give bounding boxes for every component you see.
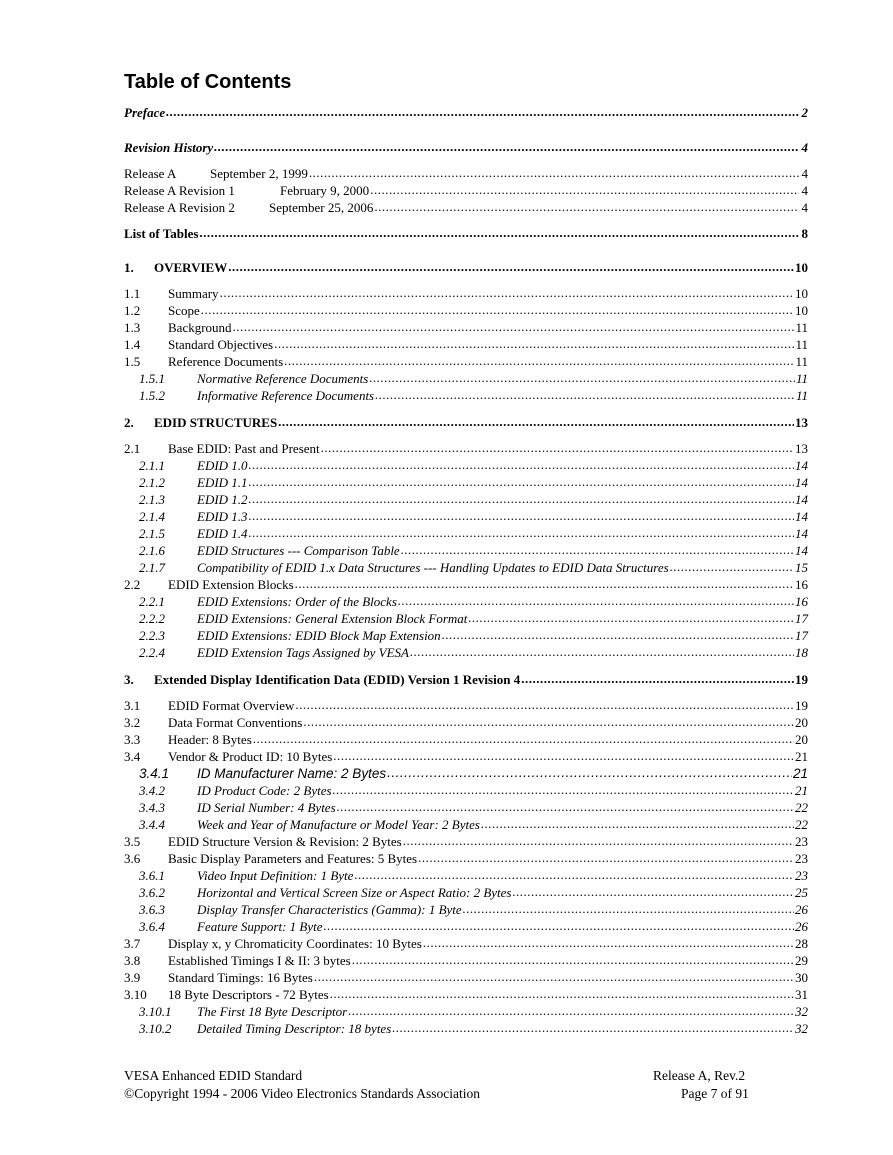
toc-entry-page: 23	[795, 851, 808, 866]
dot-leader	[333, 747, 794, 764]
toc-entry-number: 3.10.2	[139, 1021, 172, 1036]
toc-entry[interactable]	[124, 952, 808, 969]
toc-entry-title: February 9, 2000	[280, 183, 370, 198]
toc-entry-number: Release A Revision 1	[124, 183, 235, 198]
toc-entry-title: Standard Timings: 16 Bytes	[168, 970, 313, 985]
toc-entry[interactable]	[124, 353, 808, 370]
dot-leader	[274, 335, 794, 352]
dot-leader	[314, 968, 794, 985]
toc-entry-number: 2.1.3	[139, 492, 165, 507]
toc-entry-page: 19	[795, 672, 808, 687]
toc-entry-page: 16	[795, 577, 808, 592]
toc-entry[interactable]	[124, 697, 808, 714]
toc-entry[interactable]	[124, 816, 808, 833]
toc-entry-title: Display x, y Chromaticity Coordinates: 10 Bytes	[168, 936, 422, 951]
dot-leader	[309, 164, 799, 181]
toc-entry-page: 21	[795, 783, 808, 798]
dot-leader	[403, 832, 794, 849]
toc-entry-title: List of Tables	[124, 226, 199, 241]
toc-entry[interactable]	[124, 867, 808, 884]
dot-leader	[303, 713, 794, 730]
dot-leader	[324, 917, 794, 934]
toc-entry-page: 16	[795, 594, 808, 609]
dot-leader	[337, 798, 794, 815]
toc-entry-number: 3.6.1	[139, 868, 165, 883]
toc-entry-title: ID Manufacturer Name: 2 Bytes	[197, 766, 387, 781]
dot-leader	[333, 781, 794, 798]
toc-entry-page: 14	[795, 509, 808, 524]
toc-entry-page: 11	[795, 354, 808, 369]
toc-entry-title: Feature Support: 1 Byte	[197, 919, 323, 934]
toc-entry-page: 14	[795, 475, 808, 490]
toc-entry-number: 2.1.2	[139, 475, 165, 490]
toc-entry[interactable]	[124, 644, 808, 661]
dot-leader	[354, 866, 794, 883]
toc-entry-number: 3.4.2	[139, 783, 165, 798]
toc-entry-page: 17	[795, 628, 808, 643]
toc-entry-title: ID Product Code: 2 Bytes	[197, 783, 332, 798]
toc-entry[interactable]	[124, 1003, 808, 1020]
dot-leader	[201, 301, 794, 318]
toc-entry[interactable]	[124, 918, 808, 935]
dot-leader	[284, 352, 794, 369]
toc-entry-title: EDID 1.1	[197, 475, 248, 490]
toc-entry[interactable]	[124, 850, 808, 867]
dot-leader	[295, 575, 794, 592]
toc-entry-page: 21	[792, 766, 808, 781]
toc-entry-number: 3.5	[124, 834, 141, 849]
toc-entry-number: 2.2.2	[139, 611, 165, 626]
toc-entry-page: 10	[795, 260, 808, 275]
toc-entry-number: Release A	[124, 166, 177, 181]
dot-leader	[442, 626, 794, 643]
toc-entry-title: EDID STRUCTURES	[154, 415, 278, 430]
toc-entry-title: EDID Format Overview	[168, 698, 295, 713]
dot-leader	[249, 473, 794, 490]
toc-entry-page: 11	[795, 320, 808, 335]
toc-entry[interactable]	[124, 199, 808, 216]
toc-entry-title: EDID 1.0	[197, 458, 248, 473]
dot-leader	[348, 1002, 794, 1019]
toc-entry[interactable]	[124, 593, 808, 610]
toc-entry-title: September 25, 2006	[269, 200, 374, 215]
toc-entry-page: 31	[795, 987, 808, 1002]
toc-entry-number: 3.6.2	[139, 885, 165, 900]
toc-entry-page: 4	[801, 200, 808, 215]
toc-entry[interactable]	[124, 165, 808, 182]
dot-leader	[370, 181, 799, 198]
toc-entry[interactable]	[124, 542, 808, 559]
toc-entry-page: 29	[795, 953, 808, 968]
toc-entry[interactable]	[124, 387, 808, 404]
dot-leader	[374, 198, 799, 215]
toc-entry-title: EDID Structures --- Comparison Table	[197, 543, 400, 558]
toc-entry-title: EDID Extensions: General Extension Block Format	[197, 611, 468, 626]
dot-leader	[398, 592, 794, 609]
dot-leader	[220, 284, 794, 301]
dot-leader	[369, 369, 795, 386]
toc-entry-number: 1.	[124, 260, 134, 275]
toc-entry-title: EDID Extensions: Order of the Blocks	[197, 594, 397, 609]
toc-entry-number: 3.	[124, 672, 134, 687]
toc-entry-page: 4	[801, 140, 808, 155]
toc-entry-number: 3.9	[124, 970, 141, 985]
toc-entry-page: 4	[801, 183, 808, 198]
toc-entry[interactable]	[124, 610, 808, 627]
toc-entry-number: 3.2	[124, 715, 141, 730]
toc-entry-title: ID Serial Number: 4 Bytes	[197, 800, 336, 815]
toc-entry-page: 23	[795, 868, 808, 883]
toc-entry[interactable]	[124, 370, 808, 387]
toc-entry-title: Horizontal and Vertical Screen Size or Aspect Ratio: 2 Bytes	[197, 885, 512, 900]
toc-entry-page: 22	[795, 817, 808, 832]
toc-entry-page: 26	[795, 902, 808, 917]
toc-entry-title: September 2, 1999	[210, 166, 308, 181]
toc-entry-number: 2.1.7	[139, 560, 165, 575]
dot-leader	[401, 541, 794, 558]
footer-page-number: Page 7 of 91	[681, 1086, 749, 1101]
toc-entry-page: 10	[795, 303, 808, 318]
toc-entry-title: Header: 8 Bytes	[168, 732, 252, 747]
toc-entry-page: 14	[795, 526, 808, 541]
toc-entry-title: EDID 1.4	[197, 526, 248, 541]
dot-leader	[352, 951, 794, 968]
toc-entry-title: Normative Reference Documents	[197, 371, 369, 386]
toc-entry-page: 4	[801, 166, 808, 181]
toc-entry-page: 20	[795, 715, 808, 730]
toc-entry-page: 25	[795, 885, 808, 900]
dot-leader	[410, 643, 794, 660]
toc-entry-number: 3.6.4	[139, 919, 165, 934]
toc-entry[interactable]	[124, 731, 808, 748]
footer-copyright: ©Copyright 1994 - 2006 Video Electronics Standards Association	[124, 1086, 481, 1101]
toc-entry-number: 3.7	[124, 936, 141, 951]
toc-entry-number: Release A Revision 2	[124, 200, 235, 215]
toc-entry-title: Video Input Definition: 1 Byte	[197, 868, 354, 883]
toc-entry[interactable]	[124, 508, 808, 525]
dot-leader	[249, 507, 794, 524]
toc-entry-number: 2.1	[124, 441, 141, 456]
toc-entry-number: 1.5.2	[139, 388, 165, 403]
toc-entry-title: EDID Extensions: EDID Block Map Extension	[197, 628, 441, 643]
toc-entry[interactable]	[124, 525, 808, 542]
dot-leader	[295, 696, 794, 713]
dot-leader	[418, 849, 794, 866]
toc-entry-number: 3.4.1	[139, 766, 170, 781]
toc-entry-number: 1.5	[124, 354, 141, 369]
toc-entry-page: 15	[795, 560, 808, 575]
toc-entry-page: 30	[795, 970, 808, 985]
toc-entry-number: 3.10	[124, 987, 147, 1002]
toc-entry-title: Detailed Timing Descriptor: 18 bytes	[197, 1021, 392, 1036]
toc-entry-title: Informative Reference Documents	[197, 388, 375, 403]
toc-entry[interactable]	[124, 782, 808, 799]
toc-entry-title: Week and Year of Manufacture or Model Year: 2 Bytes	[197, 817, 480, 832]
toc-entry-page: 21	[795, 749, 808, 764]
toc-entry[interactable]	[124, 627, 808, 644]
dot-leader	[249, 490, 794, 507]
toc-entry-number: 3.6	[124, 851, 141, 866]
toc-entry-title: Data Format Conventions	[168, 715, 303, 730]
toc-entry-title: Reference Documents	[168, 354, 284, 369]
toc-entry-title: EDID Extension Tags Assigned by VESA	[197, 645, 409, 660]
table-of-contents	[124, 0, 808, 1050]
toc-entry-number: 3.8	[124, 953, 141, 968]
dot-leader	[330, 985, 794, 1002]
toc-entry-number: 2.2.3	[139, 628, 165, 643]
footer-release: Release A, Rev.2	[653, 1068, 746, 1083]
toc-entry-number: 2.1.1	[139, 458, 165, 473]
toc-entry-title: Vendor & Product ID: 10 Bytes	[168, 749, 333, 764]
toc-entry-page: 14	[795, 492, 808, 507]
dot-leader	[166, 103, 799, 120]
toc-entry-number: 1.1	[124, 286, 141, 301]
toc-entry-title: Compatibility of EDID 1.x Data Structures --- Handling Updates to EDID Data Structures	[197, 560, 669, 575]
toc-entry[interactable]	[124, 884, 808, 901]
dot-leader	[481, 815, 794, 832]
toc-entry-page: 13	[795, 441, 808, 456]
dot-leader	[233, 318, 795, 335]
toc-entry-page: 32	[795, 1004, 808, 1019]
toc-entry-title: Revision History	[124, 140, 214, 155]
toc-entry-page: 17	[795, 611, 808, 626]
toc-entry[interactable]	[124, 765, 808, 782]
dot-leader	[228, 258, 794, 275]
toc-entry-number: 2.1.4	[139, 509, 165, 524]
dot-leader	[253, 730, 794, 747]
toc-entry-page: 11	[795, 371, 808, 386]
toc-entry-title: 18 Byte Descriptors - 72 Bytes	[168, 987, 329, 1002]
toc-entry[interactable]	[124, 576, 808, 593]
toc-entry-number: 1.2	[124, 303, 141, 318]
dot-leader	[392, 1019, 794, 1036]
dot-leader	[214, 138, 799, 155]
toc-entry[interactable]	[124, 302, 808, 319]
toc-entry-number: 2.1.5	[139, 526, 165, 541]
toc-entry-title: Scope	[168, 303, 200, 318]
toc-entry[interactable]	[124, 748, 808, 765]
dot-leader	[521, 670, 794, 687]
toc-entry-number: 2.	[124, 415, 134, 430]
toc-entry-page: 14	[795, 543, 808, 558]
toc-entry[interactable]	[124, 440, 808, 457]
toc-entry[interactable]	[124, 671, 808, 688]
toc-entry-title: EDID Extension Blocks	[168, 577, 294, 592]
dot-leader	[512, 883, 794, 900]
dot-leader	[670, 558, 794, 575]
toc-entry-page: 32	[795, 1021, 808, 1036]
toc-entry-number: 3.10.1	[139, 1004, 172, 1019]
toc-entry-number: 3.3	[124, 732, 141, 747]
dot-leader	[423, 934, 794, 951]
toc-entry-number: 3.1	[124, 698, 141, 713]
toc-entry[interactable]	[124, 714, 808, 731]
toc-entry[interactable]	[124, 285, 808, 302]
toc-entry[interactable]	[124, 414, 808, 431]
toc-entry-title: EDID 1.3	[197, 509, 248, 524]
toc-entry-page: 2	[801, 105, 808, 120]
dot-leader	[249, 456, 794, 473]
toc-entry-page: 28	[795, 936, 808, 951]
toc-entry[interactable]	[124, 139, 808, 156]
toc-entry-number: 3.4.4	[139, 817, 165, 832]
toc-entry-page: 23	[795, 834, 808, 849]
toc-entry-title: Summary	[168, 286, 219, 301]
toc-entry-title: Established Timings I & II: 3 bytes	[168, 953, 351, 968]
toc-entry[interactable]	[124, 457, 808, 474]
toc-entry-page: 11	[795, 388, 808, 403]
toc-entry[interactable]	[124, 474, 808, 491]
toc-entry-number: 3.4.3	[139, 800, 165, 815]
toc-entry[interactable]	[124, 799, 808, 816]
toc-entry-title: Preface	[124, 105, 166, 120]
toc-entry-number: 3.6.3	[139, 902, 165, 917]
toc-entry[interactable]	[124, 104, 808, 121]
toc-entry[interactable]	[124, 491, 808, 508]
dot-leader	[321, 439, 794, 456]
toc-entry-number: 3.4	[124, 749, 141, 764]
toc-entry-page: 8	[801, 226, 808, 241]
toc-entry-title: EDID Structure Version & Revision: 2 Bytes	[168, 834, 402, 849]
dot-leader	[463, 900, 794, 917]
toc-entry[interactable]	[124, 1020, 808, 1037]
toc-entry-title: Extended Display Identification Data (EDID) Version 1 Revision 4	[154, 672, 521, 687]
toc-entry-page: 20	[795, 732, 808, 747]
toc-entry[interactable]	[124, 901, 808, 918]
toc-entry-title: Background	[168, 320, 232, 335]
toc-entry-page: 14	[795, 458, 808, 473]
toc-entry-number: 2.2.1	[139, 594, 165, 609]
dot-leader	[468, 609, 794, 626]
toc-entry-page: 13	[795, 415, 808, 430]
toc-entry[interactable]	[124, 319, 808, 336]
toc-entry-title: Basic Display Parameters and Features: 5 Bytes	[168, 851, 418, 866]
page-title: Table of Contents	[124, 71, 292, 93]
toc-entry-page: 19	[795, 698, 808, 713]
toc-entry[interactable]	[124, 833, 808, 850]
toc-entry-number: 2.2.4	[139, 645, 165, 660]
toc-entry[interactable]	[124, 986, 808, 1003]
dot-leader	[249, 524, 794, 541]
toc-entry-page: 10	[795, 286, 808, 301]
toc-entry-title: Standard Objectives	[168, 337, 274, 352]
toc-entry[interactable]	[124, 182, 808, 199]
toc-entry-page: 26	[795, 919, 808, 934]
toc-entry[interactable]	[124, 559, 808, 576]
toc-entry-page: 22	[795, 800, 808, 815]
toc-entry[interactable]	[124, 225, 808, 242]
toc-entry-page: 11	[795, 337, 808, 352]
toc-entry-title: OVERVIEW	[154, 260, 228, 275]
toc-entry-title: Display Transfer Characteristics (Gamma): 1 Byte	[197, 902, 462, 917]
toc-entry-number: 1.4	[124, 337, 141, 352]
toc-entry-number: 1.5.1	[139, 371, 165, 386]
toc-entry-title: Base EDID: Past and Present	[168, 441, 320, 456]
toc-entry-page: 18	[795, 645, 808, 660]
dot-leader	[375, 386, 795, 403]
toc-entry[interactable]	[124, 259, 808, 276]
toc-entry-number: 2.2	[124, 577, 141, 592]
footer-standard-name: VESA Enhanced EDID Standard	[124, 1068, 303, 1083]
toc-entry[interactable]	[124, 336, 808, 353]
toc-entry[interactable]	[124, 935, 808, 952]
dot-leader	[278, 413, 794, 430]
dot-leader	[387, 764, 792, 781]
toc-entry-number: 2.1.6	[139, 543, 165, 558]
toc-entry-title: EDID 1.2	[197, 492, 248, 507]
toc-entry-title: The First 18 Byte Descriptor	[197, 1004, 348, 1019]
dot-leader	[199, 224, 799, 241]
toc-entry[interactable]	[124, 969, 808, 986]
toc-entry-number: 1.3	[124, 320, 141, 335]
